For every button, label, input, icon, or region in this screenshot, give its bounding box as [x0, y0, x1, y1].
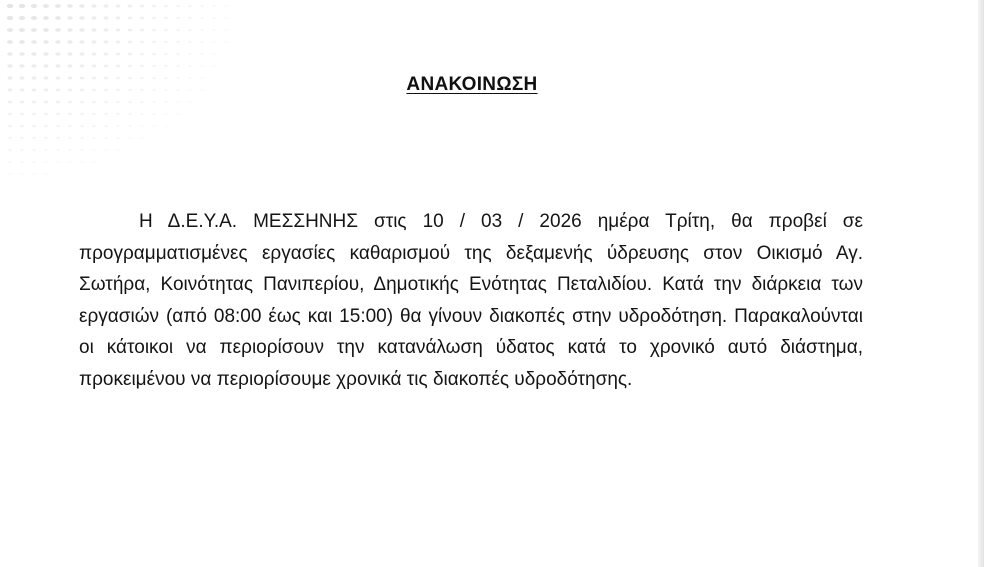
page-edge-shadow [978, 0, 984, 567]
announcement-title: ΑΝΑΚΟΙΝΩΣΗ [406, 74, 538, 95]
announcement-body: Η Δ.Ε.Υ.Α. ΜΕΣΣΗΝΗΣ στις 10 / 03 / 2026 ημέρα Τρίτη, θα προβεί σε προγραμματισμένες εργασίες καθαρισμού της δεξαμενής ύδρευσης στον Οικισμό Αγ. Σωτήρα, Κοινότητας Πανιπερίου, Δημοτικής Ενότητας Πεταλιδίου. Κατά την διάρκεια των εργασιών (από 08:00 έως και 15:00) θα γίνουν διακοπές στην υδροδότηση. Παρακαλούνται οι κάτοικοι να περιορίσουν την κατανάλωση ύδατος κατά το χρονικό αυτό διάστημα, προκειμένου να περιορίσουμε χρονικά τις διακοπές υδροδότησης. [79, 211, 863, 390]
